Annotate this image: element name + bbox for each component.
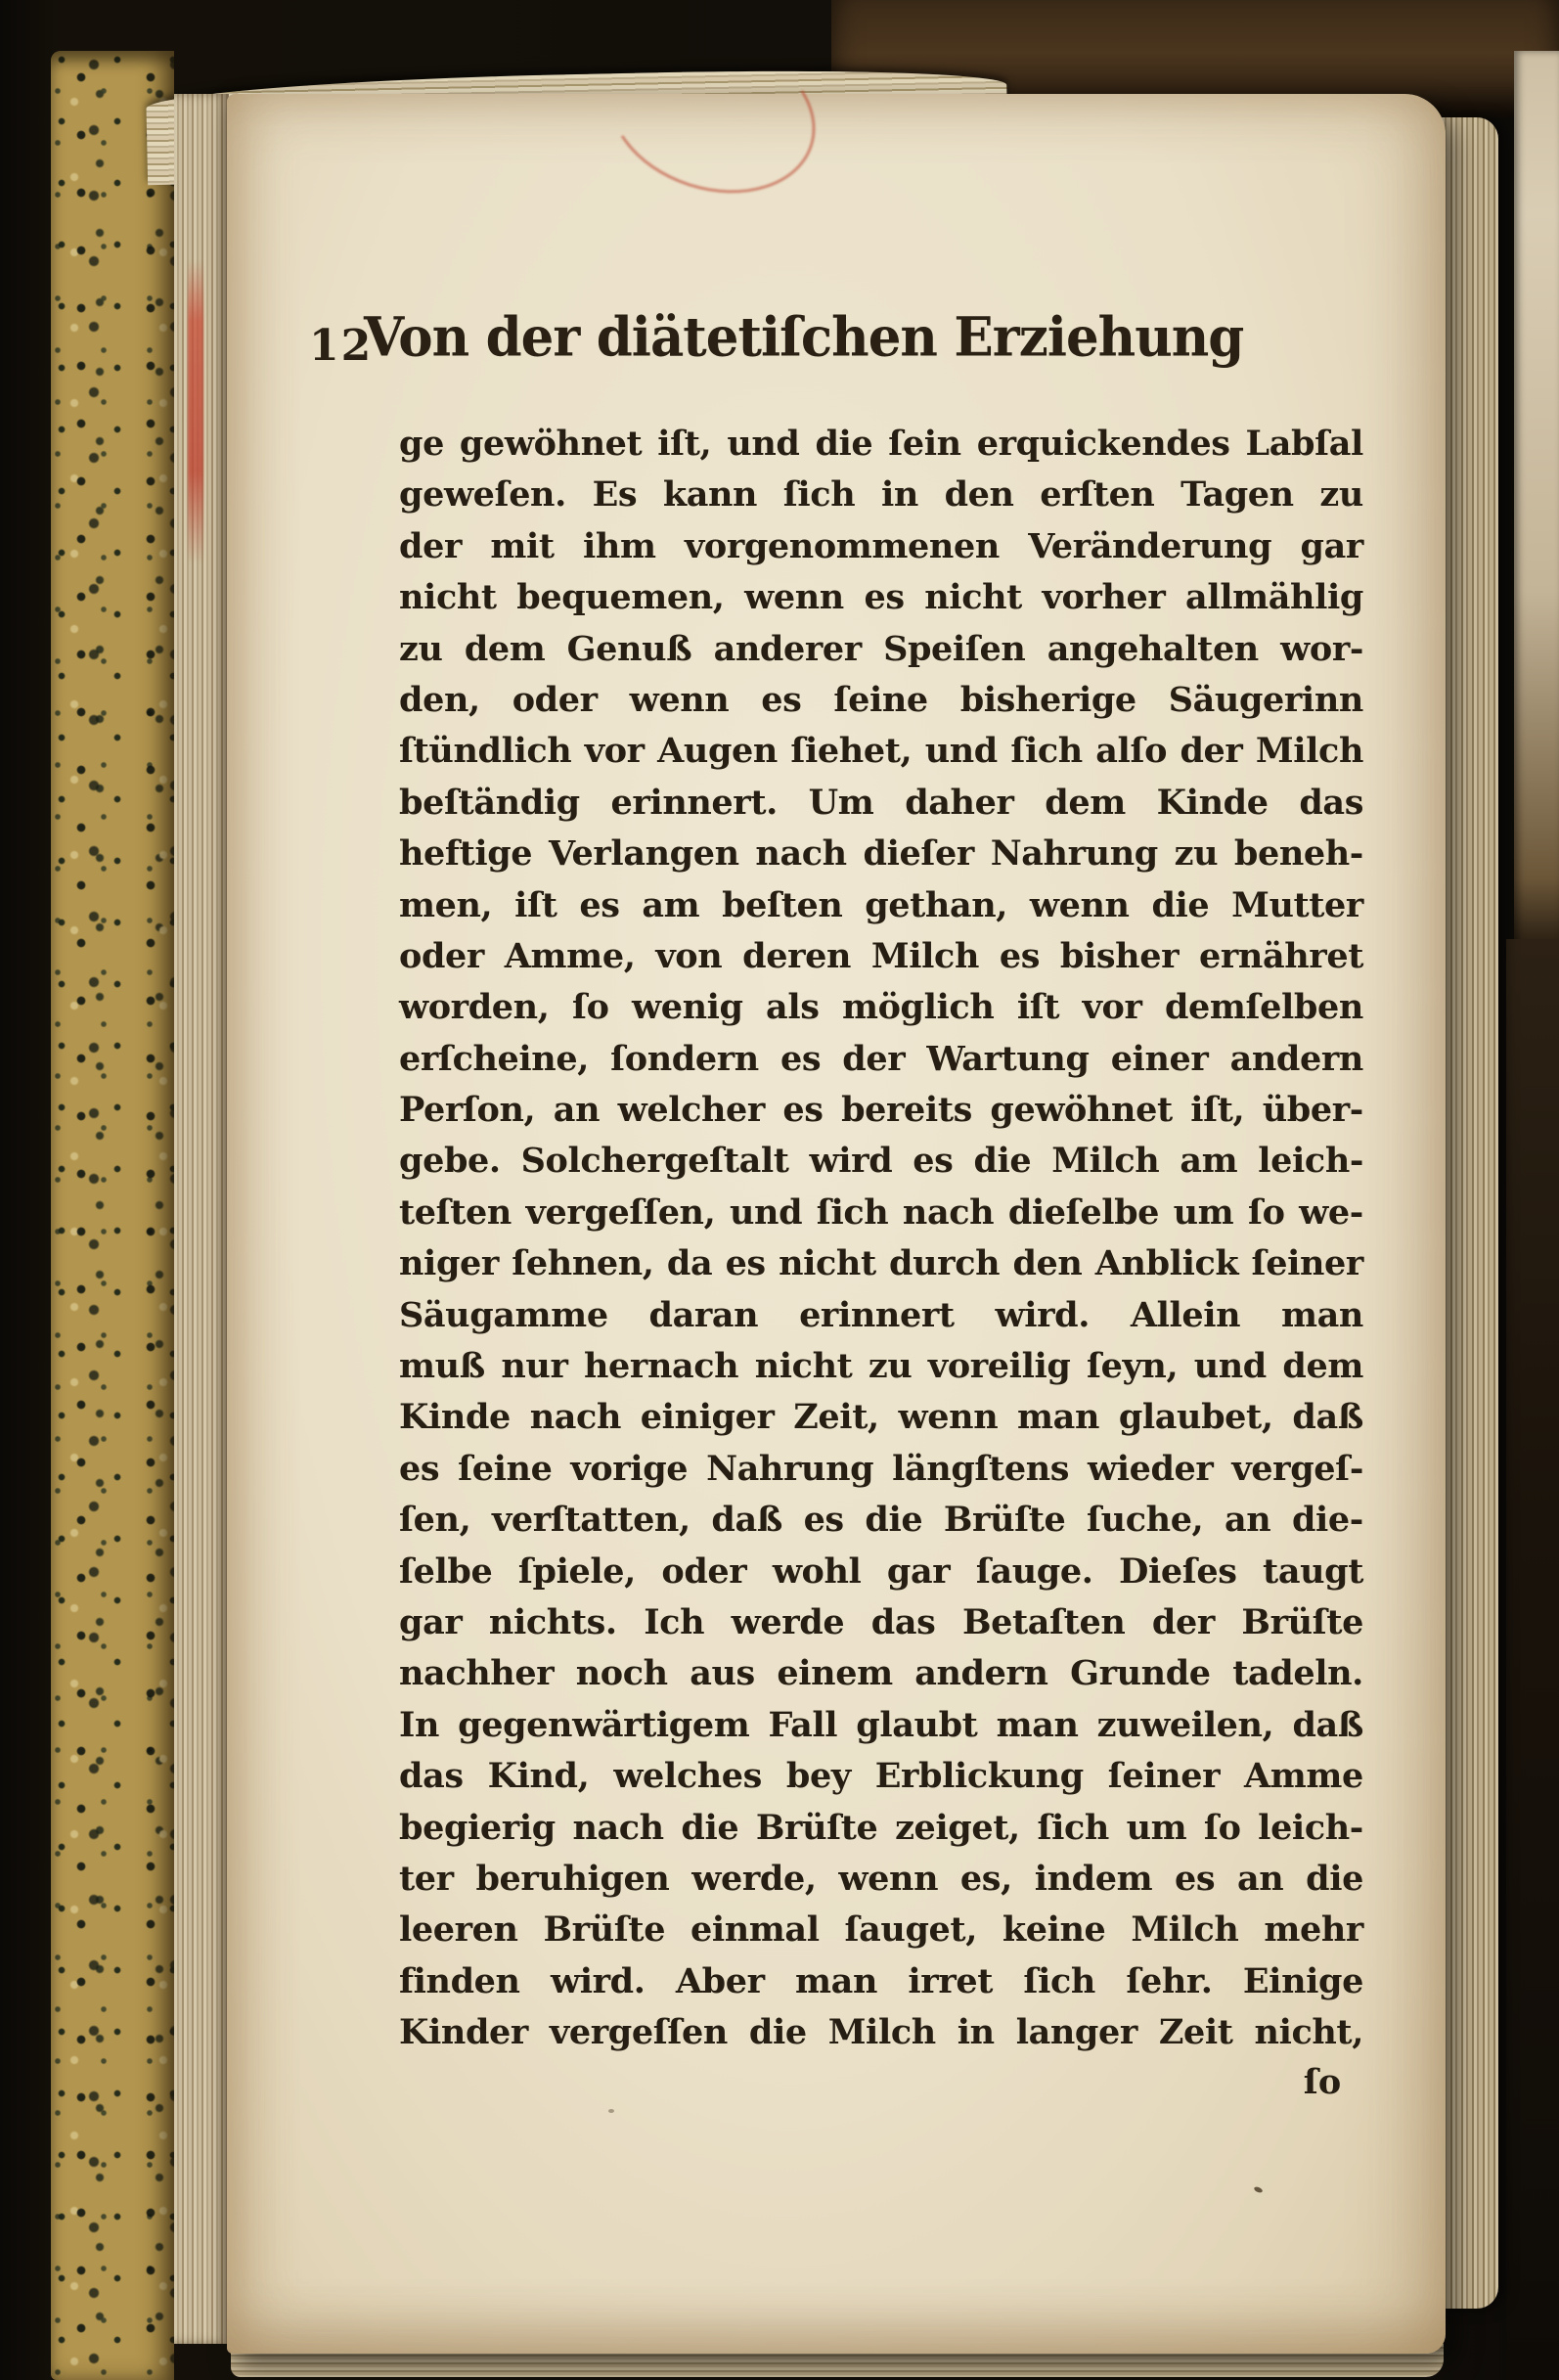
- book-page: [227, 94, 1446, 2354]
- facing-page-edge: [1514, 51, 1559, 951]
- text-line: heftige Verlangen nach dieſer Nahrung zu beneh-: [399, 833, 1363, 875]
- text-line: beſtändig erinnert. Um daher dem Kinde das: [399, 782, 1363, 823]
- text-line: ge gewöhnet iſt, und die ſein erquickendes Labſal: [399, 424, 1363, 464]
- paper-speck: [608, 2109, 614, 2113]
- red-edge-stain: [188, 260, 203, 563]
- text-line: In gegenwärtigem Fall glaubt man zuweilen, daß: [399, 1704, 1363, 1745]
- page-number: 12: [309, 321, 374, 371]
- marbled-cover-board: [51, 51, 174, 2380]
- facing-page-shadow: [1506, 939, 1559, 2380]
- text-line: leeren Brüſte einmal ſauget, keine Milch mehr: [399, 1909, 1363, 1951]
- text-line: ter beruhigen werde, wenn es, indem es an die: [399, 1858, 1363, 1899]
- text-line: nicht bequemen, wenn es nicht vorher allmählig: [399, 577, 1363, 618]
- text-line: oder Amme, von deren Milch es bisher ernähret: [399, 935, 1363, 976]
- text-line: Kinde nach einiger Zeit, wenn man glaubet, daß: [399, 1397, 1363, 1438]
- text-line: ſen, verſtatten, daß es die Brüſte ſuche, an die-: [399, 1500, 1363, 1541]
- text-line: worden, ſo wenig als möglich iſt vor demſelben: [399, 987, 1363, 1028]
- text-line: zu dem Genuß anderer Speiſen angehalten wor-: [399, 628, 1363, 669]
- red-stain-arc: [588, 8, 836, 218]
- text-line: Säugamme daran erinnert wird. Allein man: [399, 1294, 1363, 1335]
- text-line: das Kind, welches bey Erblickung ſeiner Amme: [399, 1756, 1363, 1797]
- page-edges-gutter: [174, 94, 229, 2344]
- text-line: Perſon, an welcher es bereits gewöhnet iſt, über-: [399, 1090, 1363, 1131]
- ink-speck: [1253, 2185, 1263, 2193]
- text-line: den, oder wenn es ſeine bisherige Säugerinn: [399, 679, 1363, 720]
- text-line: niger ſehnen, da es nicht durch den Anblick ſeiner: [399, 1243, 1363, 1284]
- text-line: muß nur hernach nicht zu voreilig ſeyn, und dem: [399, 1346, 1363, 1387]
- running-title: Von der diätetiſchen Erziehung: [364, 305, 1244, 370]
- text-line: erſcheine, ſondern es der Wartung einer andern: [399, 1038, 1363, 1079]
- text-line: nachher noch aus einem andern Grunde tadeln.: [399, 1653, 1363, 1694]
- text-line: begierig nach die Brüſte zeiget, ſich um ſo leich-: [399, 1807, 1363, 1848]
- text-line: der mit ihm vorgenommenen Veränderung gar: [399, 525, 1363, 566]
- text-line: finden wird. Aber man irret ſich ſehr. Einige: [399, 1960, 1363, 2001]
- text-line: teſten vergeſſen, und ſich nach dieſelbe um ſo we-: [399, 1191, 1363, 1233]
- text-line: ſelbe ſpiele, oder wohl gar ſauge. Dieſes taugt: [399, 1550, 1363, 1592]
- text-line: gar nichts. Ich werde das Betaſten der Brüſte: [399, 1601, 1363, 1642]
- text-line: es ſeine vorige Nahrung längſtens wieder vergeſ-: [399, 1448, 1363, 1489]
- body-text: [399, 419, 1363, 2059]
- text-line: ſtündlich vor Augen ſiehet, und ſich alſo der Milch: [399, 731, 1363, 772]
- page-header: [227, 307, 1446, 385]
- catchword: ſo: [1303, 2062, 1342, 2102]
- page-edges-right: [1442, 117, 1498, 2309]
- text-line: Kinder vergeſſen die Milch in langer Zeit nicht,: [399, 2012, 1363, 2053]
- text-line: geweſen. Es kann ſich in den erſten Tagen zu: [399, 474, 1363, 516]
- text-line: gebe. Solchergeſtalt wird es die Milch am leich-: [399, 1141, 1363, 1182]
- text-line: men, iſt es am beſten gethan, wenn die Mutter: [399, 884, 1363, 925]
